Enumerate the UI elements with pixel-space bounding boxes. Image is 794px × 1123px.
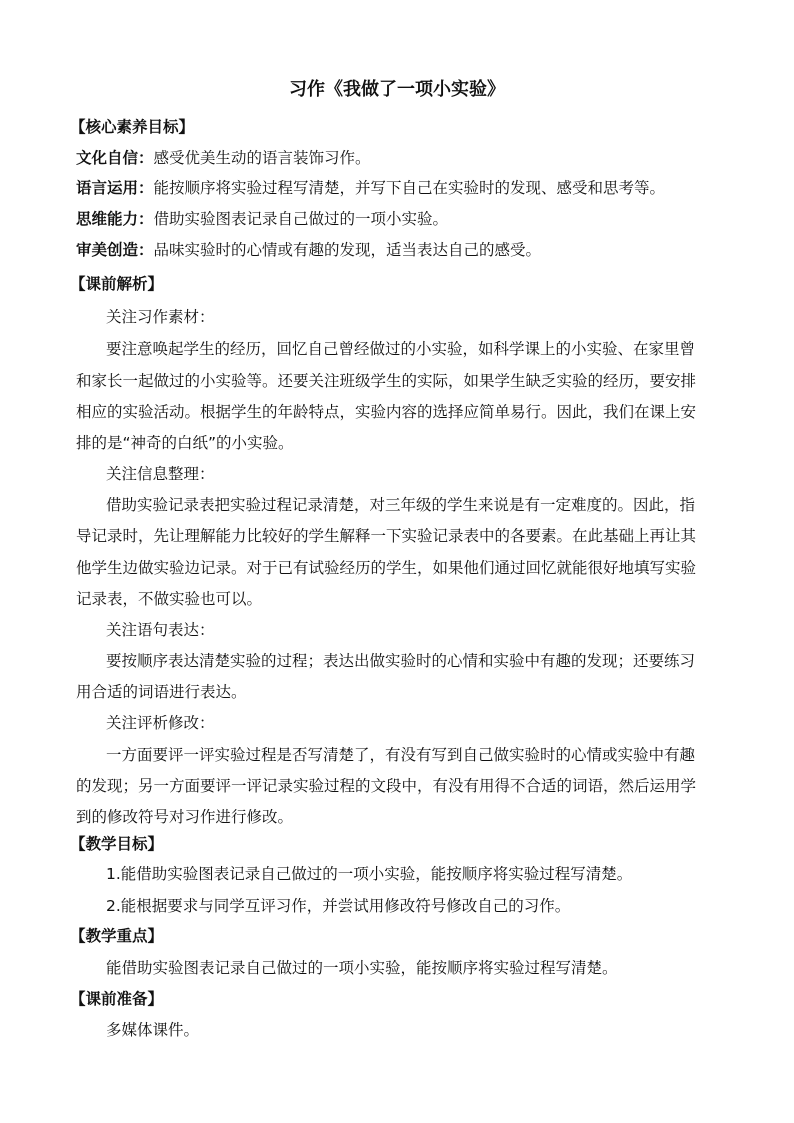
paragraph-line: 要按顺序表达清楚实验的过程；表达出做实验时的心情和实验中有趣的发现；还要练习 bbox=[106, 652, 696, 670]
section-heading-focus: 【教学重点】 bbox=[70, 927, 164, 945]
analysis-subheading: 关注评析修改： bbox=[106, 714, 215, 732]
document-title: 习作《我做了一项小实验》 bbox=[289, 79, 505, 100]
goal-label: 审美创造： bbox=[76, 241, 154, 259]
paragraph-line: 相应的实验活动。根据学生的年龄特点，实验内容的选择应简单易行。因此，我们在课上安 bbox=[76, 403, 697, 421]
goal-label: 文化自信： bbox=[76, 149, 154, 167]
paragraph-line: 一方面要评一评实验过程是否写清楚了，有没有写到自己做实验时的心情或实验中有趣 bbox=[106, 746, 696, 764]
section-heading-core: 【核心素养目标】 bbox=[70, 118, 195, 136]
paragraph-line: 和家长一起做过的小实验等。还要关注班级学生的实际，如果学生缺乏实验的经历，要安排 bbox=[76, 372, 697, 390]
teaching-goal: 1.能借助实验图表记录自己做过的一项小实验，能按顺序将实验过程写清楚。 bbox=[106, 865, 633, 883]
paragraph-line: 借助实验记录表把实验过程记录清楚，对三年级的学生来说是有一定难度的。因此，指 bbox=[106, 496, 696, 514]
goal-line bbox=[76, 239, 716, 261]
teaching-goal: 2.能根据要求与同学互评习作，并尝试用修改符号修改自己的习作。 bbox=[106, 897, 571, 915]
analysis-subheading: 关注习作素材： bbox=[106, 308, 215, 326]
paragraph-line: 导记录时，先让理解能力比较好的学生解释一下实验记录表中的各要素。在此基础上再让其 bbox=[76, 527, 697, 545]
section-heading-goals: 【教学目标】 bbox=[70, 835, 164, 853]
paragraph-line: 要注意唤起学生的经历，回忆自己曾经做过的小实验，如科学课上的小实验、在家里曾 bbox=[106, 340, 696, 358]
goal-line bbox=[76, 177, 716, 199]
paragraph-line: 的发现；另一方面要评一评记录实验过程的文段中，有没有用得不合适的词语，然后运用学 bbox=[76, 777, 697, 795]
goal-label: 思维能力： bbox=[76, 210, 154, 228]
preparation: 多媒体课件。 bbox=[106, 1021, 200, 1039]
analysis-subheading: 关注语句表达： bbox=[106, 621, 215, 639]
teaching-focus: 能借助实验图表记录自己做过的一项小实验，能按顺序将实验过程写清楚。 bbox=[106, 959, 618, 977]
goal-text: 借助实验图表记录自己做过的一项小实验。 bbox=[153, 210, 449, 228]
section-heading-prep: 【课前准备】 bbox=[70, 990, 164, 1008]
paragraph-line: 排的是“神奇的白纸”的小实验。 bbox=[76, 434, 294, 452]
paragraph-line: 他学生边做实验边记录。对于已有试验经历的学生，如果他们通过回忆就能很好地填写实验 bbox=[76, 559, 697, 577]
paragraph-line: 记录表，不做实验也可以。 bbox=[76, 590, 263, 608]
goal-text: 感受优美生动的语言装饰习作。 bbox=[153, 149, 371, 167]
paragraph-line: 用合适的词语进行表达。 bbox=[76, 683, 247, 701]
goal-line bbox=[76, 208, 716, 230]
section-heading-analysis: 【课前解析】 bbox=[70, 275, 164, 293]
goal-text: 品味实验时的心情或有趣的发现，适当表达自己的感受。 bbox=[153, 241, 542, 259]
analysis-subheading: 关注信息整理： bbox=[106, 465, 215, 483]
goal-label: 语言运用： bbox=[76, 179, 154, 197]
goal-line bbox=[76, 147, 716, 169]
goal-text: 能按顺序将实验过程写清楚，并写下自己在实验时的发现、感受和思考等。 bbox=[153, 179, 666, 197]
paragraph-line: 到的修改符号对习作进行修改。 bbox=[76, 808, 294, 826]
